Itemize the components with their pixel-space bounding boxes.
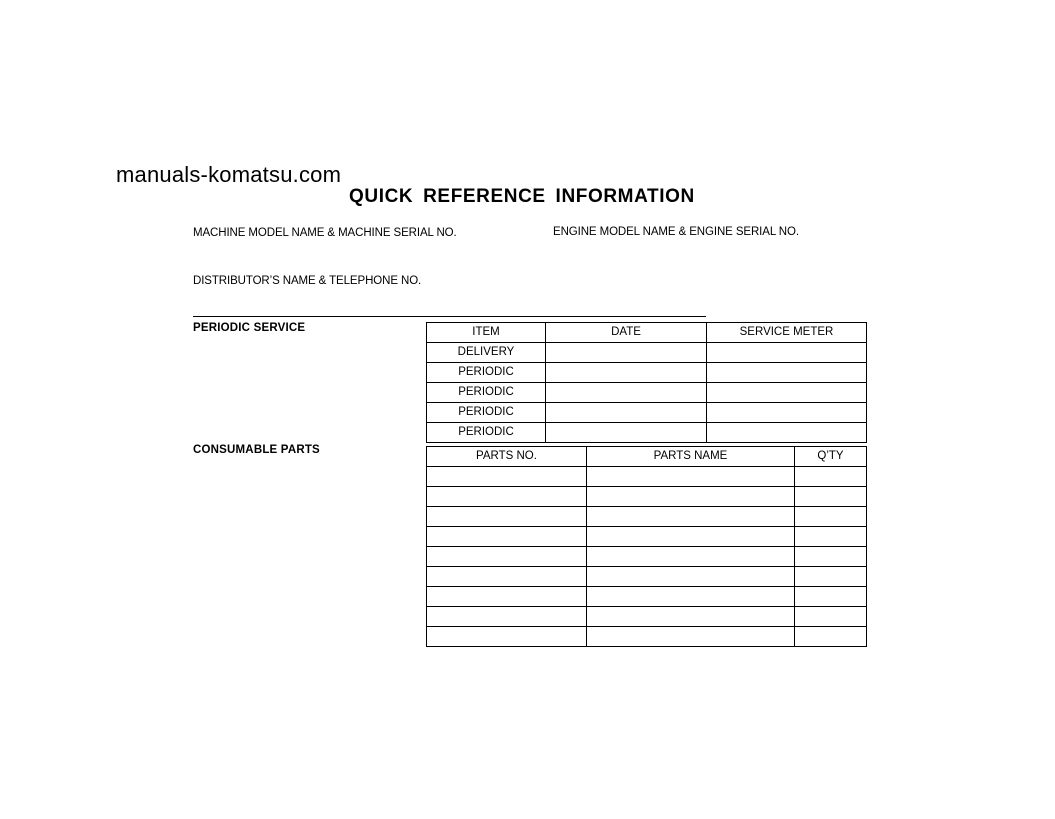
- parts-name-cell[interactable]: [587, 547, 795, 567]
- parts-name-cell[interactable]: [587, 507, 795, 527]
- parts-no-cell[interactable]: [427, 467, 587, 487]
- table-row: [427, 607, 867, 627]
- table-header-row: [427, 447, 867, 467]
- parts-name-cell[interactable]: [587, 467, 795, 487]
- parts-qty-cell[interactable]: [795, 527, 867, 547]
- column-header-parts-no: PARTS NO.: [427, 447, 587, 467]
- parts-name-cell[interactable]: [587, 587, 795, 607]
- parts-no-cell[interactable]: [427, 487, 587, 507]
- parts-name-cell[interactable]: [587, 567, 795, 587]
- consumable-parts-label: CONSUMABLE PARTS: [193, 444, 320, 456]
- service-meter-cell[interactable]: [707, 403, 867, 423]
- watermark-text: manuals-komatsu.com: [116, 162, 342, 187]
- service-item-cell: PERIODIC: [427, 423, 546, 443]
- column-header-qty: Q’TY: [795, 447, 867, 467]
- parts-name-cell[interactable]: [587, 627, 795, 647]
- table-row: [427, 567, 867, 587]
- page-title: QUICK REFERENCE INFORMATION: [349, 186, 695, 207]
- service-meter-cell[interactable]: [707, 423, 867, 443]
- periodic-service-table: [426, 322, 867, 443]
- table-row: [427, 587, 867, 607]
- table-row: [427, 363, 867, 383]
- service-meter-cell[interactable]: [707, 383, 867, 403]
- parts-qty-cell[interactable]: [795, 587, 867, 607]
- table-row: [427, 423, 867, 443]
- parts-no-cell[interactable]: [427, 507, 587, 527]
- parts-qty-cell[interactable]: [795, 567, 867, 587]
- service-date-cell[interactable]: [546, 363, 707, 383]
- parts-no-cell[interactable]: [427, 627, 587, 647]
- parts-qty-cell[interactable]: [795, 487, 867, 507]
- service-item-cell: DELIVERY: [427, 343, 546, 363]
- column-header-date: DATE: [546, 323, 707, 343]
- parts-no-cell[interactable]: [427, 607, 587, 627]
- parts-qty-cell[interactable]: [795, 507, 867, 527]
- parts-no-cell[interactable]: [427, 567, 587, 587]
- parts-name-cell[interactable]: [587, 487, 795, 507]
- service-date-cell[interactable]: [546, 383, 707, 403]
- table-row: [427, 383, 867, 403]
- service-item-cell: PERIODIC: [427, 363, 546, 383]
- table-row: [427, 487, 867, 507]
- table-row: [427, 547, 867, 567]
- distributor-label: DISTRIBUTOR’S NAME & TELEPHONE NO.: [193, 275, 422, 287]
- parts-qty-cell[interactable]: [795, 547, 867, 567]
- service-meter-cell[interactable]: [707, 363, 867, 383]
- service-meter-cell[interactable]: [707, 343, 867, 363]
- parts-name-cell[interactable]: [587, 527, 795, 547]
- service-item-cell: PERIODIC: [427, 383, 546, 403]
- service-date-cell[interactable]: [546, 423, 707, 443]
- service-date-cell[interactable]: [546, 343, 707, 363]
- table-row: [427, 527, 867, 547]
- parts-qty-cell[interactable]: [795, 627, 867, 647]
- parts-qty-cell[interactable]: [795, 467, 867, 487]
- parts-qty-cell[interactable]: [795, 607, 867, 627]
- machine-model-label: MACHINE MODEL NAME & MACHINE SERIAL NO.: [193, 227, 457, 239]
- column-header-parts-name: PARTS NAME: [587, 447, 795, 467]
- table-row: [427, 467, 867, 487]
- parts-name-cell[interactable]: [587, 607, 795, 627]
- column-header-service-meter: SERVICE METER: [707, 323, 867, 343]
- table-row: [427, 627, 867, 647]
- service-date-cell[interactable]: [546, 403, 707, 423]
- periodic-service-label: PERIODIC SERVICE: [193, 322, 306, 334]
- parts-no-cell[interactable]: [427, 587, 587, 607]
- table-header-row: [427, 323, 867, 343]
- service-item-cell: PERIODIC: [427, 403, 546, 423]
- engine-model-label: ENGINE MODEL NAME & ENGINE SERIAL NO.: [553, 226, 799, 238]
- parts-no-cell[interactable]: [427, 527, 587, 547]
- table-row: [427, 343, 867, 363]
- table-row: [427, 507, 867, 527]
- parts-no-cell[interactable]: [427, 547, 587, 567]
- table-row: [427, 403, 867, 423]
- consumable-parts-table: [426, 446, 867, 647]
- column-header-item: ITEM: [427, 323, 546, 343]
- distributor-fill-line: [193, 316, 706, 317]
